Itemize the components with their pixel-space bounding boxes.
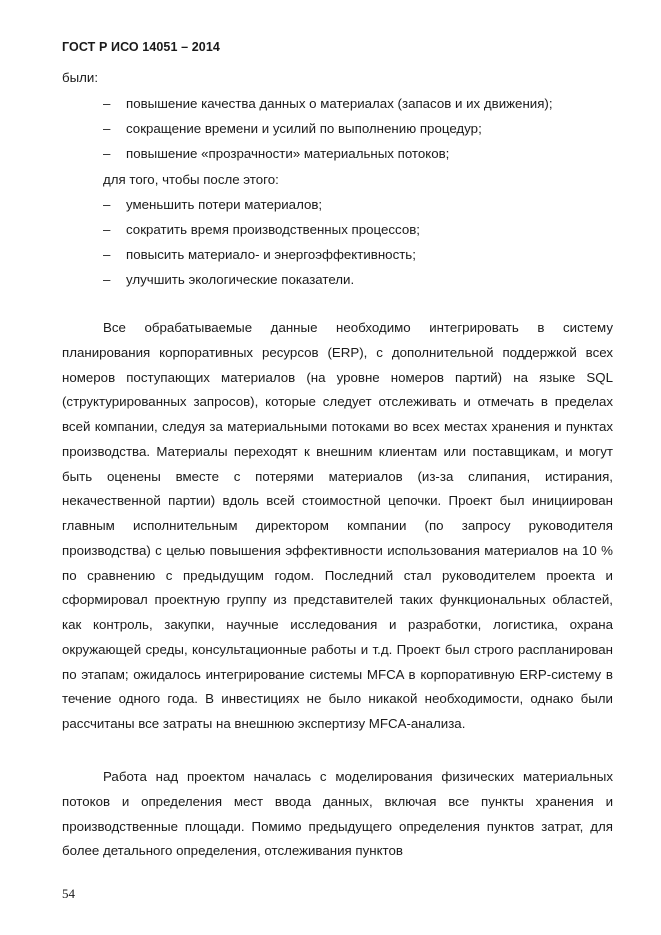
- list-dash: –: [103, 146, 111, 161]
- list-item-text: повышение качества данных о материалах (запасов и их движения);: [126, 96, 553, 111]
- list-item-text: уменьшить потери материалов;: [126, 197, 323, 212]
- list-item-text: сократить время производственных процессов;: [126, 222, 421, 237]
- connector-text: для того, чтобы после этого:: [103, 172, 279, 187]
- body-paragraph: Все обрабатываемые данные необходимо интегрировать в систему планирования корпоративных ресурсов (ERP), с дополнительной поддержкой всех номеров поступающих материалов (на уровне номеров партий) на языке SQL (структурированных запросов), которые следует отслеживать и отмечать в пределах всей компании, следуя за материальными потоками во всех местах хранения и пунктах производства. Материалы переходят к внешним клиентам или поставщикам, и могут быть оценены вместе с потерями материалов (из-за слипания, истирания, некачественной партии) вдоль всей стоимостной цепочки. Проект был инициирован главным исполнительным директором компании (по запросу руководителя производства) с целью повышения эффективности использования материалов на 10 % по сравнению с предыдущим годом. Последний стал руководителем проекта и сформировал проектную группу из представителей таких функциональных областей, как контроль, закупки, научные исследования и разработки, логистика, охрана окружающей среды, консультационные работы и т.д. Проект был строго распланирован по этапам; ожидалось интегрирование системы MFCA в корпоративную ERP-систему в течение одного года. В инвестициях не было никакой необходимости, однако были рассчитаны все затраты на внешнюю экспертизу MFCA-анализа.: [62, 320, 613, 731]
- list-dash: –: [103, 247, 111, 262]
- intro-text: были:: [62, 70, 99, 85]
- list-item-text: повысить материало- и энергоэффективность;: [126, 247, 416, 262]
- document-header: ГОСТ Р ИСО 14051 – 2014: [62, 40, 220, 54]
- list-dash: –: [103, 272, 111, 287]
- list-item-text: сокращение времени и усилий по выполнению процедур;: [126, 121, 482, 136]
- list-dash: –: [103, 222, 111, 237]
- list-item-text: повышение «прозрачности» материальных потоков;: [126, 146, 450, 161]
- body-paragraph: Работа над проектом началась с моделирования физических материальных потоков и определения мест ввода данных, включая все пункты хранения и производственные площади. Помимо предыдущего определения пунктов затрат, для более детального определения, отслеживания пунктов: [62, 769, 613, 859]
- page-number: 54: [62, 886, 75, 901]
- list-item-text: улучшить экологические показатели.: [126, 272, 355, 287]
- list-dash: –: [103, 121, 111, 136]
- list-dash: –: [103, 96, 111, 111]
- list-dash: –: [103, 197, 111, 212]
